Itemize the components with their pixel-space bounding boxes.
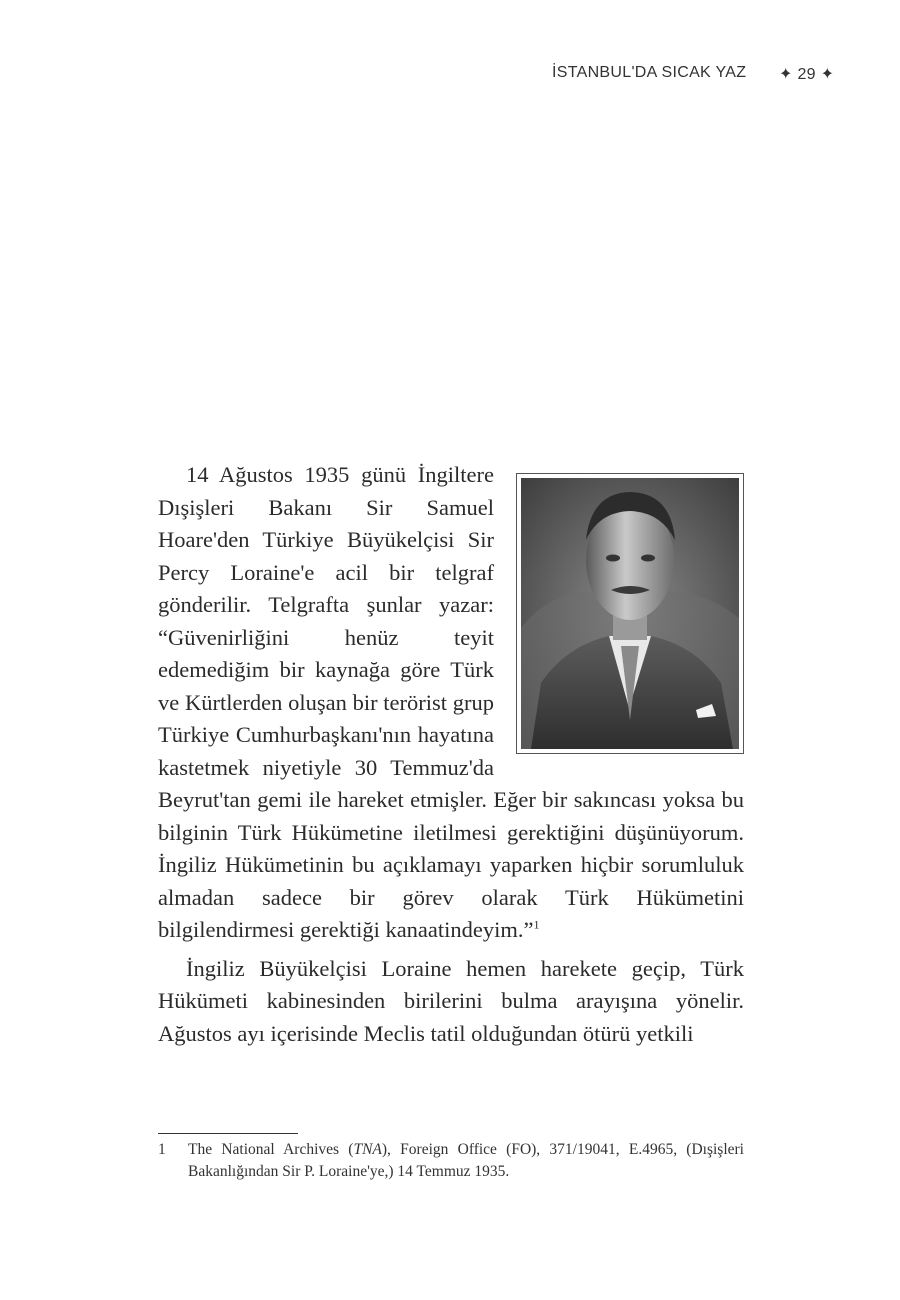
footnote-text [188,1139,744,1183]
footnote-1 [158,1139,744,1183]
footnote-text-part: The National Archives ( [188,1141,354,1158]
paragraph-1-text: 14 Ağustos 1935 günü İngiltere Dışişleri Bakanı Sir Samuel Hoare'den Türkiye Büyükelçisi Sir Percy Loraine'e acil bir telgraf gönderilir. Telgrafta şunlar yazar: “Güvenirliğini henüz teyit edemediğim bir kaynağa göre Türk ve Kürtlerden oluşan bir terörist grup Türkiye Cumhurbaşkanı'nın hayatına kastetmek niyetiyle 30 Temmuz'da Beyrut'tan gemi ile hareket etmişler. Eğer bir sakıncası yoksa bu bilginin Türk Hükümetine iletilmesi gerektiğini düşünüyorum. İngiliz Hükümetinin bu açıklamayı yaparken hiçbir sorumluluk almadan sadece bir görev olarak Türk Hükümetini bilgilendirmesi gerektiği kanaatindeyim.” [158,462,744,942]
body-text [158,459,744,1050]
portrait-image [521,478,739,749]
page-number: ✦ 29 ✦ [779,66,835,83]
footnote-number: 1 [158,1141,166,1158]
footnote-abbrev: TNA [353,1141,382,1158]
footnote-ref-1[interactable]: 1 [533,917,540,932]
running-title: İSTANBUL'DA SICAK YAZ [552,64,747,81]
portrait-photo [516,473,744,754]
footnote-text-part: ), Foreign Office (FO), 371/19041, E.4965, (Dışişleri Bakanlığından Sir P. Loraine'ye,) 14 Temmuz 1935. [188,1141,744,1180]
paragraph-2: İngiliz Büyükelçisi Loraine hemen harekete geçip, Türk Hükümeti kabinesinden birilerini bulma arayışına yönelir. Ağustos ayı içerisinde Meclis tatil olduğundan ötürü yetkili [158,955,744,1046]
footnote-rule [158,1133,298,1134]
